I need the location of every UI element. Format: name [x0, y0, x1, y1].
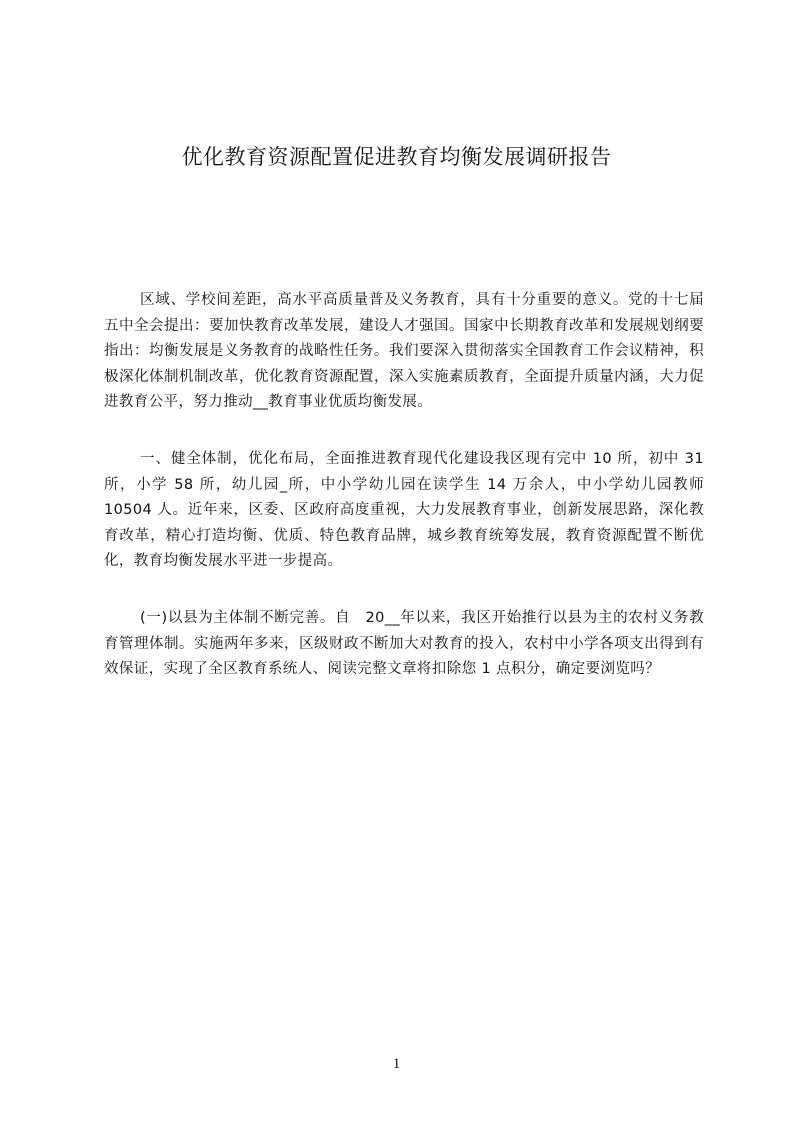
- paragraph-intro: 区域、学校间差距，高水平高质量普及义务教育，具有十分重要的意义。党的十七届五中全会提出：要加快教育改革发展，建设人才强国。国家中长期教育改革和发展规划纲要指出：均衡发展是义务教育的战略性任务。我们要深入贯彻落实全国教育工作会议精神，积极深化体制机制改革，优化教育资源配置，深入实施素质教育，全面提升质量内涵，大力促进教育公平，努力推动__教育事业优质均衡发展。: [104, 292, 704, 410]
- paragraph-section-one: 一、健全体制，优化布局，全面推进教育现代化建设我区现有完中 10 所，初中 31 所，小学 58 所，幼儿园_所，中小学幼儿园在读学生 14 万余人，中小学幼儿园教师 10504 人。近年来，区委、区政府高度重视，大力发展教育事业，创新发展思路，深化教育改革，精心打造均衡、优质、特色教育品牌，城乡教育统筹发展，教育资源配置不断优化，教育均衡发展水平进一步提高。: [104, 451, 704, 569]
- paragraph-subsection-one: (一)以县为主体制不断完善。自 20__年以来，我区开始推行以县为主的农村义务教育管理体制。实施两年多来，区级财政不断加大对教育的投入，农村中小学各项支出得到有效保证，实现了全区教育系统人、阅读完整文章将扣除您 1 点积分，确定要浏览吗？: [104, 610, 704, 677]
- page-number: 1: [392, 1056, 401, 1072]
- document-title: 优化教育资源配置促进教育均衡发展调研报告: [181, 145, 612, 169]
